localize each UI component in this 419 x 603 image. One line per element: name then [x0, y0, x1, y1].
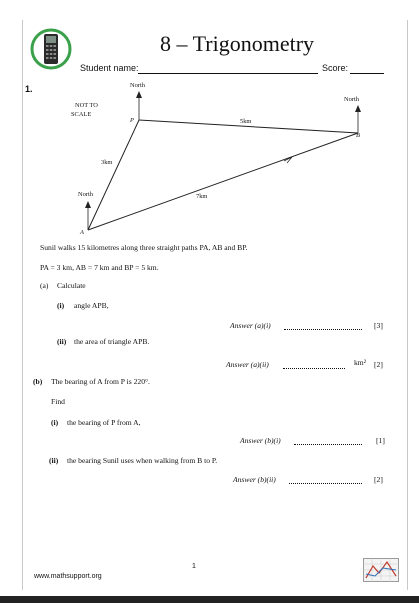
answer-b-ii-label: Answer (b)(ii)	[233, 475, 276, 484]
marks-a-i: [3]	[374, 321, 383, 330]
answer-a-ii-field[interactable]	[283, 368, 345, 369]
part-b-i-text: the bearing of P from A,	[67, 418, 141, 427]
edge-label-pa: 3km	[101, 159, 113, 166]
edge-label-ab: 7km	[196, 193, 208, 200]
part-b-label: (b)	[33, 377, 43, 386]
part-b-ii-label: (ii)	[49, 456, 59, 465]
part-a-text: Calculate	[57, 281, 86, 290]
answer-a-ii-label: Answer (a)(ii)	[226, 360, 269, 369]
question-number: 1.	[25, 84, 33, 94]
page-number: 1	[192, 563, 196, 570]
not-to-scale-line1: NOT TO	[75, 102, 98, 109]
part-b-ii-text: the bearing Sunil uses when walking from B to P.	[67, 456, 218, 465]
footer-logo	[363, 558, 399, 582]
score-label: Score:	[322, 63, 349, 73]
page-title: 8 – Trigonometry	[160, 31, 315, 56]
question-intro: Sunil walks 15 kilometres along three straight paths PA, AB and BP.	[40, 243, 248, 252]
part-a-i-label: (i)	[57, 301, 65, 310]
answer-b-ii-field[interactable]	[289, 483, 362, 484]
answer-a-i-field[interactable]	[284, 329, 362, 330]
edge-label-pb: 5km	[240, 118, 252, 125]
question-given: PA = 3 km, AB = 7 km and BP = 5 km.	[40, 263, 159, 272]
point-label-p: P	[130, 117, 134, 124]
part-b-text: The bearing of A from P is 220°.	[51, 377, 150, 386]
north-label-a: North	[78, 191, 93, 198]
answer-a-i-label: Answer (a)(i)	[230, 321, 271, 330]
answer-b-i-label: Answer (b)(i)	[240, 436, 281, 445]
part-a-ii-text: the area of triangle APB.	[74, 337, 150, 346]
marks-b-i: [1]	[376, 436, 385, 445]
student-name-label: Student name:	[80, 63, 139, 73]
maths-logo-icon	[363, 558, 399, 582]
not-to-scale-line2: SCALE	[71, 111, 92, 118]
marks-b-ii: [2]	[374, 475, 383, 484]
part-a-i-text: angle APB,	[74, 301, 109, 310]
point-label-b: B	[356, 132, 360, 139]
north-label-b: North	[344, 96, 359, 103]
part-b-i-label: (i)	[51, 418, 59, 427]
part-a-label: (a)	[40, 281, 49, 290]
point-label-a: A	[80, 229, 84, 236]
north-label-p: North	[130, 82, 145, 89]
bottom-bar	[0, 596, 419, 603]
website-link[interactable]: www.mathsupport.org	[34, 573, 102, 580]
marks-a-ii: [2]	[374, 360, 383, 369]
unit-a-ii: km²	[354, 358, 366, 367]
answer-b-i-field[interactable]	[294, 444, 362, 445]
part-b-find: Find	[51, 397, 65, 406]
part-a-ii-label: (ii)	[57, 337, 67, 346]
